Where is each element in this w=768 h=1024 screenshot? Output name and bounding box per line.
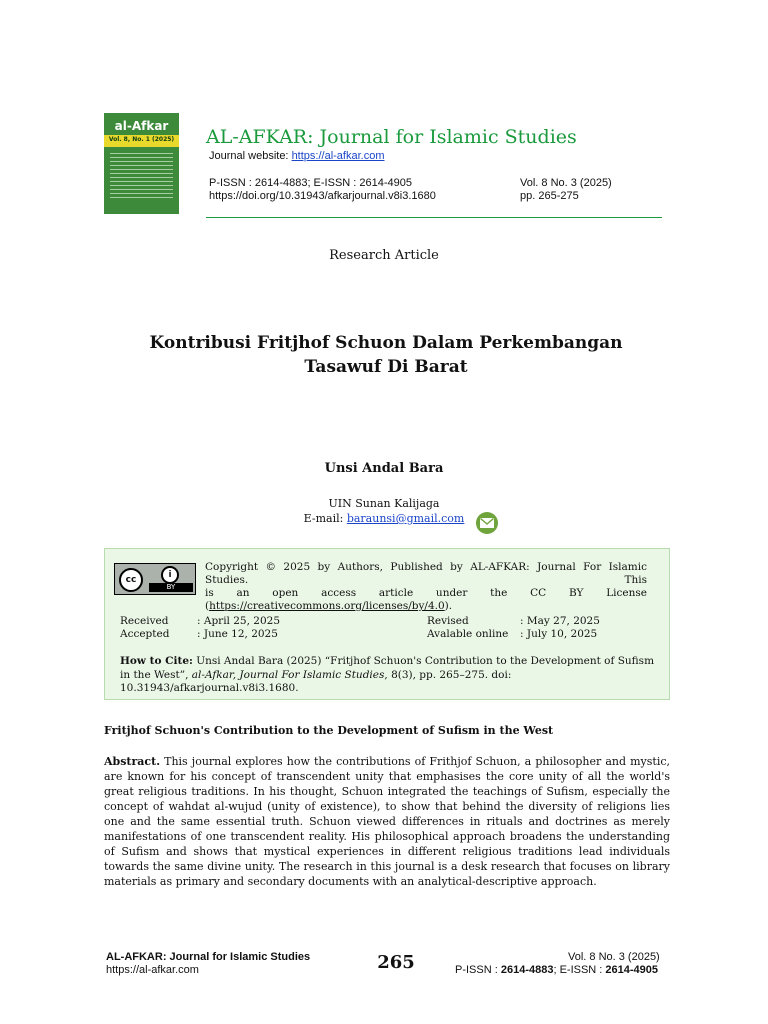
footer-issn: P-ISSN : 2614-4883; E-ISSN : 2614-4905 <box>455 964 659 976</box>
header-divider <box>206 217 662 218</box>
email-link[interactable]: baraunsi@gmail.com <box>346 512 465 525</box>
abstract-label: Abstract. <box>104 755 161 768</box>
email-label: E-mail: <box>303 512 344 525</box>
journal-website <box>209 150 385 162</box>
cite-journal: al-Afkar, Journal For Islamic Studies <box>191 668 385 681</box>
cite-label: How to Cite: <box>120 655 193 667</box>
cc-by-label: BY <box>149 583 193 592</box>
paper-title: Kontribusi Fritjhof Schuon Dalam Perkembangan Tasawuf Di Barat <box>149 333 623 377</box>
footer-url[interactable]: https://al-afkar.com <box>106 964 199 976</box>
website-link[interactable]: https://al-afkar.com <box>291 150 385 162</box>
how-to-cite: How to Cite: Unsi Andal Bara (2025) “Fritjhof Schuon's Contribution to the Development of Sufism in the West”, al-Afkar, Journal For Islamic Studies, 8(3), pp. 265–275. doi: 10.31943/afkarjournal.v8i3.1680. <box>120 655 655 694</box>
page-range: pp. 265-275 <box>520 190 579 202</box>
revised-label: Revised <box>427 615 469 627</box>
cc-by-license-icon[interactable]: cc i BY <box>114 563 196 595</box>
mail-icon[interactable] <box>476 512 498 534</box>
received-date: : April 25, 2025 <box>197 615 281 627</box>
page-number: 265 <box>377 952 415 973</box>
english-title: Fritjhof Schuon's Contribution to the Development of Sufism in the West <box>104 724 554 737</box>
revised-date: : May 27, 2025 <box>520 615 600 627</box>
footer-journal: AL-AFKAR: Journal for Islamic Studies <box>106 951 311 963</box>
author-email-line <box>0 512 768 525</box>
license-link[interactable]: https://creativecommons.org/licenses/by/4.0 <box>209 600 445 612</box>
journal-cover-image <box>104 113 179 214</box>
cover-journal-name: al-Afkar <box>114 119 169 133</box>
accepted-date: : June 12, 2025 <box>197 628 278 640</box>
journal-title: AL-AFKAR: Journal for Islamic Studies <box>206 126 577 148</box>
footer-volume: Vol. 8 No. 3 (2025) <box>568 951 660 963</box>
doi-link[interactable]: https://doi.org/10.31943/afkarjournal.v8i3.1680 <box>209 190 436 202</box>
website-label: Journal website: <box>209 150 289 162</box>
abstract-text: Abstract. This journal explores how the contributions of Frithjof Schuon, a philosopher and mystic, are known for his concept of transcendent unity that emphasises the core unity of all the world's great religious traditions. In his thought, Schuon integrated the teachings of Sufism, especially the concept of wahdat al-wujud (unity of existence), to show that behind the diversity of religions lies one and the same essential truth. Schuon viewed differences in rituals and doctrines as merely manifestations of one transcendent reality. His philosophical approach broadens the understanding of Sufism and shows that mystical experiences in different religious traditions lead individuals towards the same divine unity. The research in this journal is a desk research that focuses on library materials as primary and secondary documents with an analytical-descriptive approach. <box>104 755 670 888</box>
copyright-notice: Copyright © 2025 by Authors, Published by AL-AFKAR: Journal For Islamic Studies. This is an open access article under the CC BY License (https://creativecommons.org/licenses/by/4.0). <box>205 561 647 612</box>
cover-volume: Vol. 8, No. 1 (2025) <box>108 136 175 143</box>
volume-info: Vol. 8 No. 3 (2025) <box>520 177 612 189</box>
online-date: : July 10, 2025 <box>520 628 598 640</box>
received-label: Received <box>120 615 169 627</box>
issn-line: P-ISSN : 2614-4883; E-ISSN : 2614-4905 <box>209 177 413 189</box>
article-type: Research Article <box>329 248 439 263</box>
author-affiliation: UIN Sunan Kalijaga <box>328 497 440 510</box>
online-label: Avalable online <box>427 628 509 640</box>
accepted-label: Accepted <box>120 628 170 640</box>
author-name: Unsi Andal Bara <box>324 461 444 476</box>
